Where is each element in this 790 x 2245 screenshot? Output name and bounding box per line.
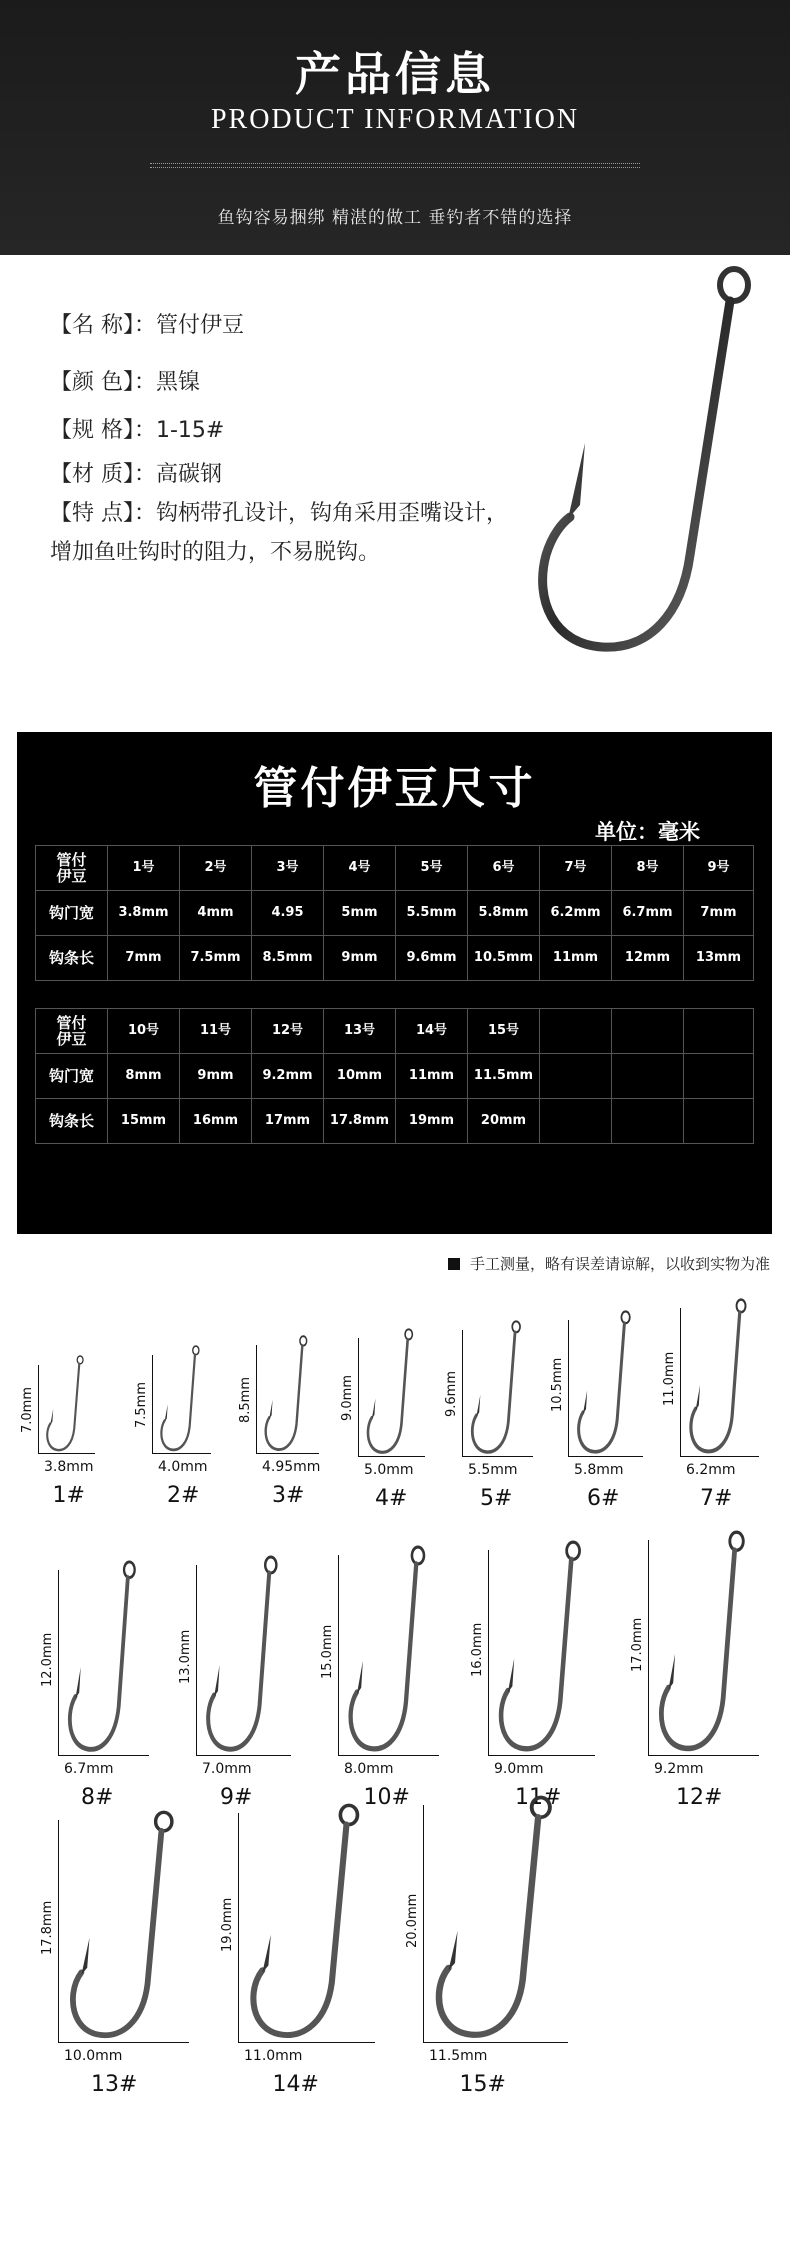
hook-size-number: 14# [272,2072,319,2097]
hook-gap-label: 8.0mm [344,1761,394,1777]
hook-gap-label: 7.0mm [202,1761,252,1777]
fish-hook-image [686,1298,750,1456]
hook-size-number: 12# [676,1785,723,1810]
table-cell: 17.8mm [324,1099,396,1144]
table-cell: 9号 [684,846,754,891]
info-spec: 【规 格】：1-15# [50,418,225,443]
table-cell: 19mm [396,1099,468,1144]
hook-gap-label: 5.0mm [364,1462,414,1478]
table-cell: 5mm [324,891,396,936]
hook-size-number: 11# [515,1785,562,1810]
table-cell: 6.7mm [612,891,684,936]
hook-size-number: 9# [220,1785,253,1810]
table-cell: 7mm [684,891,754,936]
hook-length-label: 13.0mm [178,1629,193,1684]
hook-size-number: 2# [167,1483,200,1508]
table-row-lengths [36,1099,754,1144]
hook-gap-label: 6.7mm [64,1761,114,1777]
info-material: 【材 质】：高碳钢 [50,462,222,487]
size-table-bottom [35,1008,754,1144]
size-chart-title: 管付伊豆尺寸 [253,763,536,814]
fish-hook-image [244,1803,366,2042]
table-cell: 5.8mm [468,891,540,936]
hook-length-label: 12.0mm [40,1632,55,1687]
hook-length-label: 17.0mm [630,1617,645,1672]
hook-gap-label: 6.2mm [686,1462,736,1478]
table-cell: 15号 [468,1009,540,1054]
hook-gap-label: 11.5mm [429,2048,488,2064]
hook-length-label: 9.6mm [444,1370,459,1417]
hook-gap-label: 4.95mm [262,1459,321,1475]
hook-length-label: 7.5mm [134,1381,149,1428]
hook-gap-label: 9.2mm [654,1761,704,1777]
fish-hook-image [468,1320,524,1456]
table-header-cell: 钩条长 [36,936,108,981]
table-cell: 11mm [540,936,612,981]
table-cell [540,1054,612,1099]
fish-hook-image [64,1560,140,1755]
table-cell: 6.2mm [540,891,612,936]
table-cell: 10mm [324,1054,396,1099]
fish-hook-image [202,1555,282,1755]
table-cell: 9.2mm [252,1054,324,1099]
square-bullet-icon [448,1258,460,1270]
table-row-lengths [36,936,754,981]
hook-length-label: 16.0mm [470,1622,485,1677]
table-cell: 17mm [252,1099,324,1144]
hook-size-number: 15# [459,2072,506,2097]
size-table-top [35,845,754,981]
table-cell: 4号 [324,846,396,891]
hook-gap-label: 5.5mm [468,1462,518,1478]
hook-size-number: 13# [91,2072,138,2097]
table-row-widths [36,891,754,936]
table-row-widths [36,1054,754,1099]
table-cell [612,1009,684,1054]
hook-size-number: 5# [480,1486,513,1511]
table-cell: 15mm [108,1099,180,1144]
hook-gap-label: 3.8mm [44,1459,94,1475]
table-header-cell: 管付 伊豆 [36,1009,108,1054]
hook-length-label: 20.0mm [405,1893,420,1948]
fish-hook-image [364,1328,416,1456]
table-cell: 16mm [180,1099,252,1144]
table-cell [612,1054,684,1099]
table-header-cell: 钩门宽 [36,891,108,936]
table-cell: 8.5mm [252,936,324,981]
table-cell: 3.8mm [108,891,180,936]
table-cell: 6号 [468,846,540,891]
table-cell: 11号 [180,1009,252,1054]
fish-hook-image [429,1795,559,2042]
table-cell: 11.5mm [468,1054,540,1099]
table-header-cell: 钩门宽 [36,1054,108,1099]
hook-size-number: 1# [52,1483,85,1508]
hook-length-label: 17.8mm [40,1900,55,1955]
hook-size-number: 4# [375,1486,408,1511]
fish-hook-image [158,1345,202,1453]
table-cell: 5号 [396,846,468,891]
table-header-cell: 钩条长 [36,1099,108,1144]
table-cell: 7mm [108,936,180,981]
table-cell: 3号 [252,846,324,891]
fish-hook-image [44,1355,86,1453]
fish-hook-image [344,1545,430,1755]
table-cell: 2号 [180,846,252,891]
page-title: 产品信息 [295,47,495,101]
table-cell: 4mm [180,891,252,936]
header-banner [0,0,790,255]
table-cell [684,1054,754,1099]
table-cell: 4.95 [252,891,324,936]
info-feature: 【特 点】：钩柄带孔设计，钩角采用歪嘴设计，增加鱼吐钩时的阻力，不易脱钩。 [50,501,508,565]
banner-tagline: 鱼钩容易捆绑 精湛的做工 垂钓者不错的选择 [217,208,573,228]
table-cell: 9.6mm [396,936,468,981]
hook-length-label: 9.0mm [340,1374,355,1421]
table-cell [684,1099,754,1144]
table-header-cell: 管付 伊豆 [36,846,108,891]
table-cell: 12mm [612,936,684,981]
table-cell: 9mm [180,1054,252,1099]
table-cell: 7.5mm [180,936,252,981]
hook-gap-label: 11.0mm [244,2048,303,2064]
fish-hook-image [262,1335,310,1453]
table-cell [540,1009,612,1054]
hook-length-label: 8.5mm [238,1376,253,1423]
table-cell [612,1099,684,1144]
hero-hook-image [490,255,780,675]
size-chart-unit: 单位：毫米 [595,820,700,844]
table-cell: 12号 [252,1009,324,1054]
table-cell: 8号 [612,846,684,891]
page-subtitle: PRODUCT INFORMATION [210,104,580,135]
table-cell: 9mm [324,936,396,981]
hook-length-label: 11.0mm [662,1351,677,1406]
hook-length-label: 10.5mm [550,1357,565,1412]
table-cell: 13mm [684,936,754,981]
table-cell: 8mm [108,1054,180,1099]
hook-gap-label: 5.8mm [574,1462,624,1478]
fish-hook-image [654,1530,750,1755]
fish-hook-image [494,1540,586,1755]
hook-length-label: 19.0mm [220,1897,235,1952]
table-cell: 13号 [324,1009,396,1054]
hook-size-number: 7# [700,1486,733,1511]
table-cell: 7号 [540,846,612,891]
table-row-sizes [36,846,754,891]
table-cell: 10号 [108,1009,180,1054]
table-cell: 11mm [396,1054,468,1099]
table-cell: 20mm [468,1099,540,1144]
measurement-note [448,1253,770,1274]
hook-size-number: 8# [81,1785,114,1810]
measurement-note-text: 手工测量，略有误差请谅解，以收到实物为准 [469,1255,770,1273]
info-color: 【颜 色】：黑镍 [50,370,200,395]
fish-hook-image [64,1810,180,2042]
hook-size-number: 10# [363,1785,410,1810]
hook-length-label: 7.0mm [20,1386,35,1433]
hook-size-number: 3# [272,1483,305,1508]
hook-gap-label: 4.0mm [158,1459,208,1475]
hook-length-label: 15.0mm [320,1624,335,1679]
table-cell: 1号 [108,846,180,891]
table-cell: 10.5mm [468,936,540,981]
fish-hook-image [574,1310,634,1456]
table-cell [684,1009,754,1054]
hook-gap-label: 10.0mm [64,2048,123,2064]
table-cell: 5.5mm [396,891,468,936]
table-row-sizes [36,1009,754,1054]
info-name: 【名 称】：管付伊豆 [50,313,244,338]
table-cell: 14号 [396,1009,468,1054]
hook-size-number: 6# [587,1486,620,1511]
hook-gap-label: 9.0mm [494,1761,544,1777]
decorative-microtext-line [150,163,640,168]
size-chart [17,732,772,1234]
table-cell [540,1099,612,1144]
